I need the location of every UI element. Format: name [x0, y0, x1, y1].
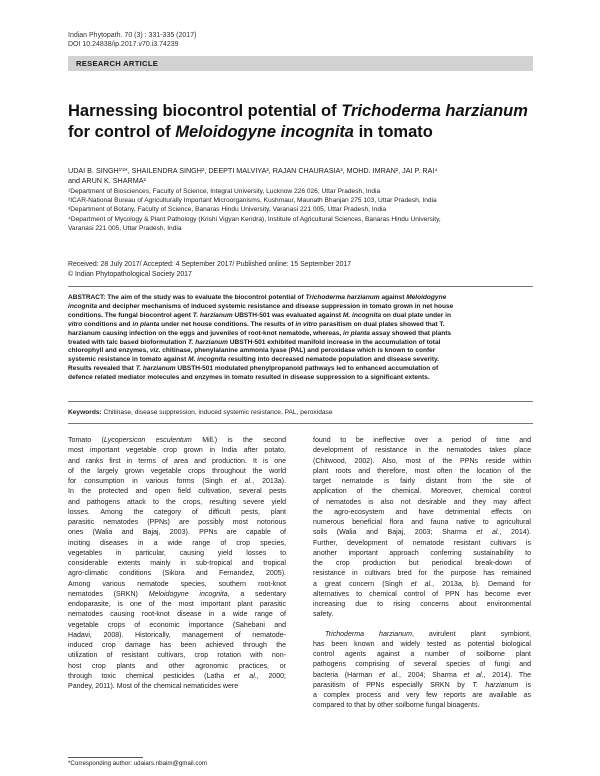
text-line: In the protected and open field cultivation, several pests — [68, 488, 286, 496]
text-line: vegetable crops of economic importance (Sahebani and — [68, 621, 286, 629]
keywords-text: Chitinase, disease suppression, induced systemic resistance, PAL, peroxidase — [101, 409, 333, 416]
abstract-line: conditions. The fungal biocontrol agent T. harzianum UBSTH-501 was evaluated against M. incognita on dual plate under in — [68, 311, 451, 319]
text-line: control agents against a number of soilborne plant — [313, 651, 531, 658]
text-line: development of resistance in the nematodes takes place — [313, 447, 531, 455]
authors-line-2: and ARUN K. SHARMA² — [68, 176, 146, 185]
title-line-2: for control of Meloidogyne incognita in tomato — [68, 123, 433, 141]
keywords-label: Keywords: — [68, 409, 102, 416]
abstract-line: harzianum causing infection on the eggs and juveniles of root-knot nematode, whereas, in planta assay showed that plants — [68, 329, 452, 337]
text-line: host crop plants and other agronomic practices, or — [68, 662, 286, 670]
text-line: soils (Walia and Bajaj, 2003; Sharma et al., 2014). — [313, 529, 531, 537]
text-line: safety. — [313, 611, 334, 619]
divider — [68, 286, 533, 287]
text-line: parasitism of PPNs especially SRKN by T. harzianum is — [313, 681, 531, 689]
affiliation: ²ICAR-National Bureau of Agriculturally Important Microorganisms, Kushmaur, Maunath Bhanjan 275 103, Uttar Pradesh, India — [68, 197, 437, 205]
body-column-left — [68, 436, 286, 692]
text-line: has been known and widely tested as potential biological — [313, 640, 531, 648]
journal-citation: Indian Phytopath. 70 (3) : 331-335 (2017) — [68, 32, 197, 39]
text-line: numerous beneficial flora and fauna native to agricultural — [313, 519, 531, 526]
abstract-line: treated with talc based bioformulation T. harzianum UBSTH-501 exhibited manifold increase in the accumulation of total — [68, 338, 441, 346]
paragraph — [313, 436, 531, 621]
text-line: resistance in cultivars bred for the purpose has remained — [313, 570, 531, 578]
abstract — [68, 294, 533, 383]
text-line: alternatives to chemical control of PPN has become ever — [313, 590, 531, 598]
abstract-line: incognita and decipher mechanisms of induced systemic resistance and disease suppression in tomato grown in net house — [68, 302, 454, 310]
abstract-line: defence related mediator molecules and enzymes in tomato resulted in disease suppression to a significant extents. — [68, 374, 430, 382]
abstract-line: vitro conditions and in planta under net house conditions. The results of in vitro parasitism on dual plates showed that T. — [68, 320, 445, 328]
text-line: of the largely grown vegetable crops throughout the world — [68, 467, 286, 475]
affiliation: ³Department of Botany, Faculty of Science, Banaras Hindu University, Varanasi 221 005, Uttar Pradesh, India — [68, 206, 387, 214]
abstract-line: chlorophyll and enzymes, viz. chitinase, phenylalanine ammonia lyase (PAL) and peroxidase which is known to confer — [68, 347, 436, 355]
text-line: the crop production but periodical break-down of — [313, 560, 531, 567]
journal-header — [68, 31, 196, 49]
text-line: the agro-ecosystem and have detrimental effects on — [313, 508, 531, 516]
body-column-right — [313, 436, 531, 712]
text-line: another important approach conferring sustainability to — [313, 549, 531, 557]
text-line: endoparasite, is one of the most important plant parasitic — [68, 601, 286, 608]
text-line: and pathogens attack to the crops, resulting severe yield — [68, 498, 286, 506]
text-line: target nematode is fairly distant from the site of — [313, 478, 531, 485]
article-title — [68, 101, 538, 143]
text-line: through toxic chemical pesticides (Latha et al., 2000; — [68, 672, 286, 680]
text-line: application of the chemical. Moreover, chemical control — [313, 488, 531, 496]
text-line: Hadavi, 2008). Historically, management of nematode- — [68, 631, 286, 639]
text-line: (Chitwood, 2002). Also, most of the PPNs reside within — [313, 457, 531, 465]
text-line: Tomato (Lycopersicon esculentum Mill.) is the second — [68, 437, 287, 444]
text-line: Among various nematode species, southern root-knot — [68, 580, 286, 588]
text-line: Further, development of nematode resistant cultivars is — [313, 539, 531, 547]
text-line: of nematodes is also not desirable and they may affect — [313, 498, 531, 506]
publication-dates — [68, 260, 351, 279]
text-line: Pandey, 2011). Most of the chemical nematicides were — [68, 683, 239, 690]
text-line: losses. Among the category of difficult pests, plant — [68, 508, 286, 516]
text-line: utilization of resistant cultivars, crop rotation with non- — [68, 652, 286, 660]
text-line: for consumption in various forms (Singh et al., 2013a). — [68, 478, 286, 485]
footnote-rule — [68, 757, 143, 758]
text-line: Trichoderma harzianum, avirulent plant symbiont, — [325, 630, 532, 638]
affiliation: ⁴Department of Mycology & Plant Pathology (Krishi Vigyan Kendra), Institute of Agricultural Sciences, Banaras Hindu University, — [68, 215, 441, 223]
divider — [68, 423, 533, 424]
affiliation: ¹Department of Biosciences, Faculty of Science, Integral University, Lucknow 226 026, Uttar Pradesh, India — [68, 188, 381, 195]
text-line: bacteria (Harman et al., 2004; Sharma et al., 2014). The — [313, 671, 532, 679]
keywords — [68, 408, 333, 417]
text-line: found to be ineffective over a period of time and — [313, 437, 531, 444]
affiliations — [68, 187, 540, 233]
text-line: a complex process and very few reports are available as — [313, 692, 531, 699]
text-line: ones (Walia and Bajaj, 2003). PPNs are capable of — [68, 529, 286, 537]
text-line: a great concern (Singh et al., 2013a, b). Demand for — [313, 580, 531, 588]
affiliation: Varanasi 221 005, Uttar Pradesh, India — [68, 224, 182, 232]
text-line: induced crop damage has been achieved through the — [68, 642, 286, 649]
divider — [68, 401, 533, 402]
text-line: vegetables in particular, causing yield losses to — [68, 549, 286, 557]
text-line: considerable extents mainly in sub-tropical and tropical — [68, 560, 286, 567]
text-line: and ranks first in terms of area and production. It is one — [68, 457, 286, 465]
abstract-line: Results revealed that T. harzianum UBSTH-501 modulated phenylpropanoid pathways led to enhanced accumulation of — [68, 365, 439, 373]
corresponding-author-footnote: *Corresponding author: udaiars.nbaim@gmail.com — [68, 760, 208, 767]
paragraph — [313, 630, 531, 712]
doi: DOI 10.24838/ip.2017.v70.i3.74239 — [68, 41, 179, 48]
copyright-line: © Indian Phytopathological Society 2017 — [68, 270, 192, 278]
text-line: parasitic nematodes (PPNs) are possibly most notorious — [68, 519, 286, 526]
title-line-1: Harnessing biocontrol potential of Trichoderma harzianum — [68, 102, 528, 120]
dates-line: Received: 28 July 2017/ Accepted: 4 September 2017/ Published online: 15 September 2017 — [68, 261, 352, 268]
text-line: pathogens comprising of several species of fungi and — [313, 661, 531, 669]
text-line: compared to that by other soilborne fungal bioagents. — [313, 702, 480, 710]
text-line: plant roots and therefore, most often the location of the — [313, 467, 531, 475]
authors-line-1: UDAI B. SINGH¹'²*, SHAILENDRA SINGH², DEEPTI MALVIYA², RAJAN CHAURASIA³, MOHD. IMRAN², JAI P. RAI⁴ — [68, 166, 438, 175]
text-line: increasing due to rising concerns about environmental — [313, 601, 531, 608]
author-list — [68, 166, 540, 186]
text-line: nematodes (SRKN) Meloidogyne incognita, a sedentary — [68, 590, 286, 598]
section-label: RESEARCH ARTICLE — [68, 56, 533, 71]
text-line: most important vegetable crop grown in India after potato, — [68, 447, 286, 455]
text-line: inciting diseases in a wide range of crop species, — [68, 539, 286, 547]
abstract-line: ABSTRACT: The aim of the study was to evaluate the biocontrol potential of Trichoderma harzianum against Meloidogyne — [68, 294, 447, 301]
text-line: agro-climatic conditions (Sikora and Fernandez, 2005). — [68, 570, 286, 578]
abstract-line: systemic resistance in tomato against M. incognita resulting into decreased nematode population and disease severity. — [68, 356, 439, 364]
text-line: nematodes causing root-knot disease in a wide range of — [68, 611, 286, 619]
